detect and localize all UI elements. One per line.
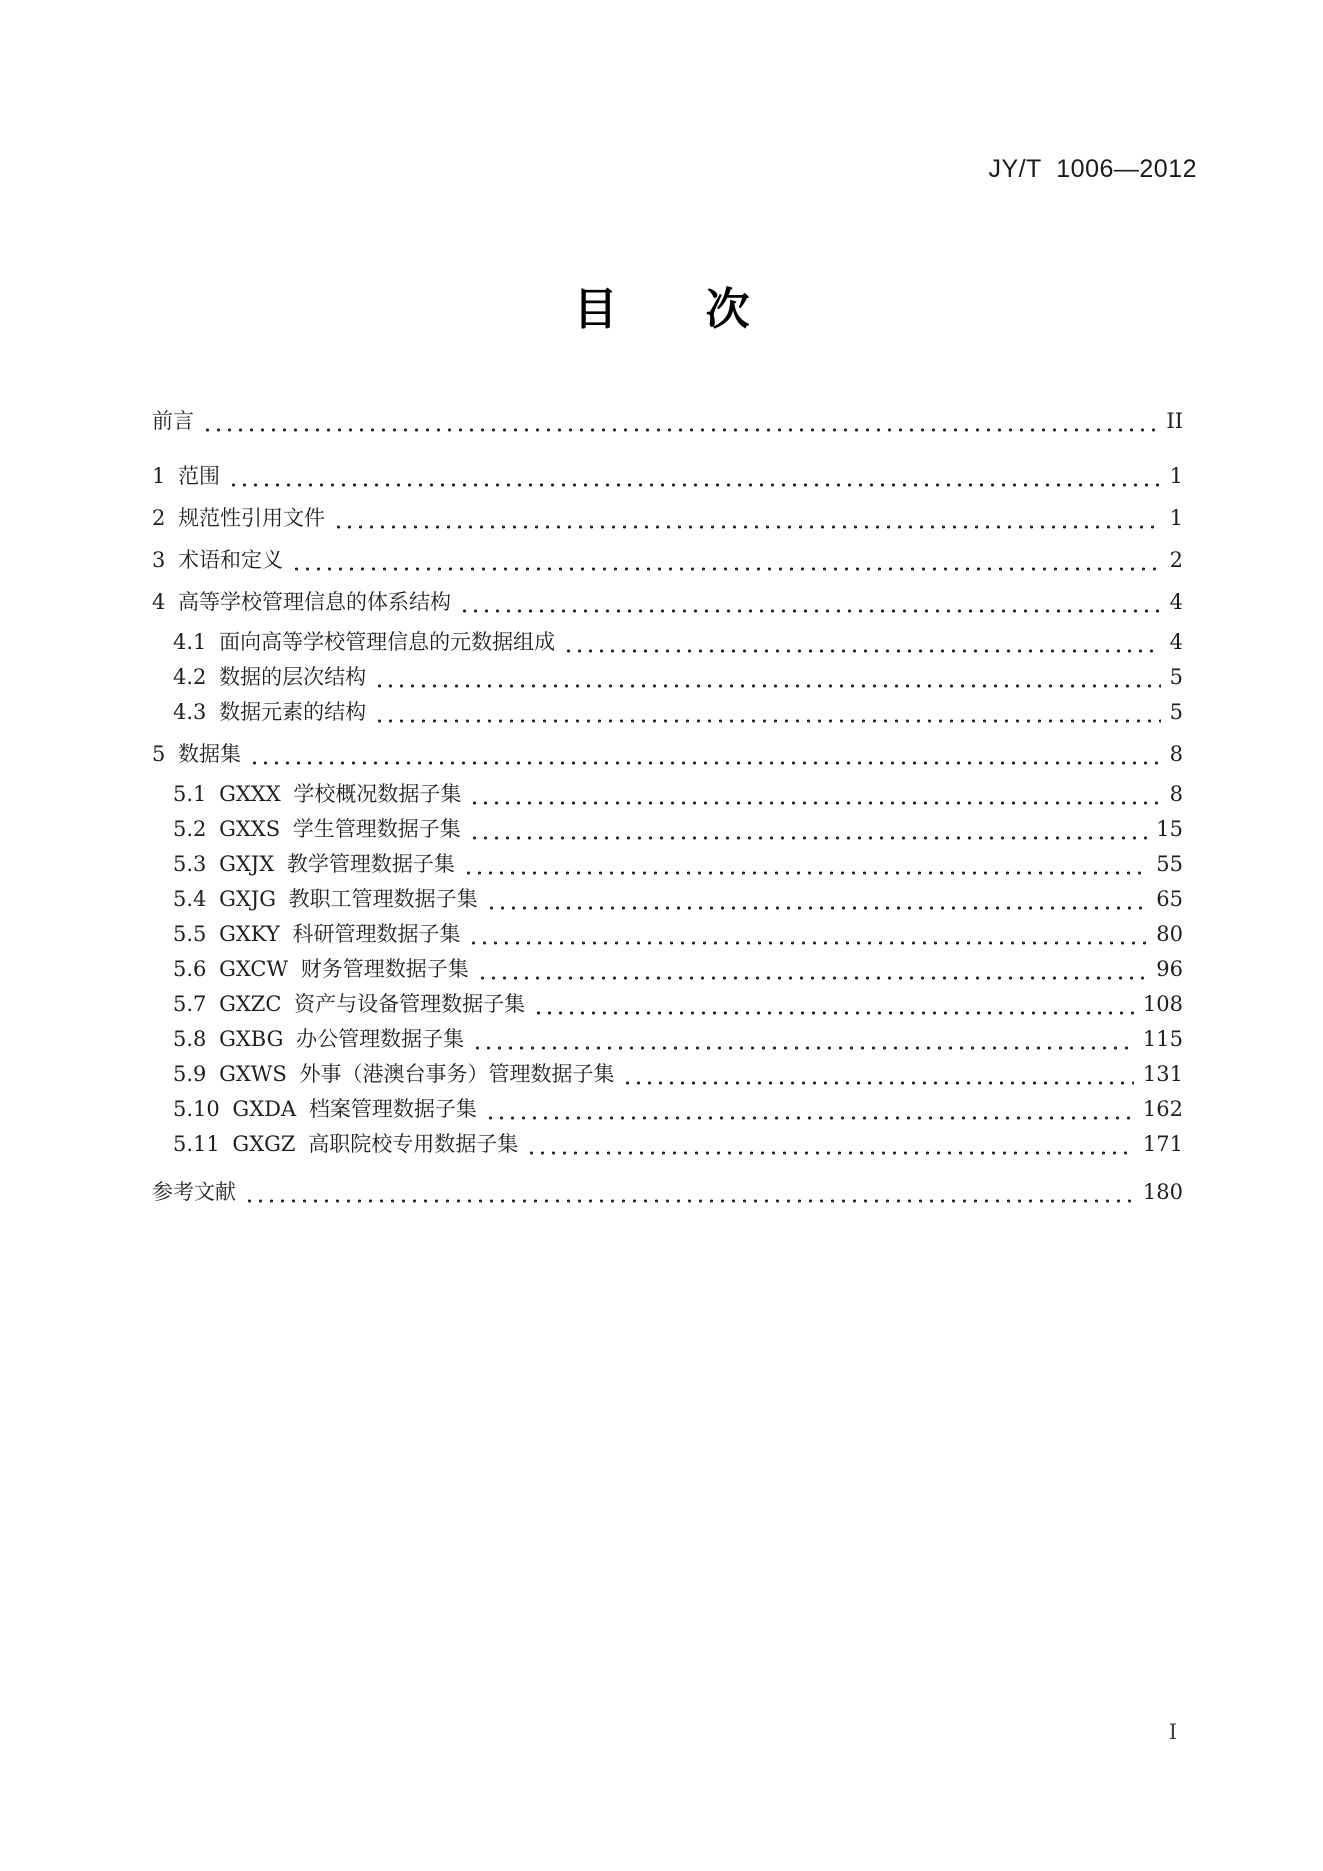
toc-leader-dots — [459, 585, 1161, 620]
toc-leader-dots — [374, 695, 1161, 730]
toc-entry-label: 4.2 数据的层次结构 — [173, 665, 367, 689]
toc-entry-label: 4 高等学校管理信息的体系结构 — [152, 590, 452, 614]
toc-page-number: 2 — [1169, 548, 1183, 572]
toc-page-number: 1 — [1169, 464, 1183, 488]
toc-entry-label: 5.3 GXJX 教学管理数据子集 — [173, 852, 455, 876]
toc-page-number: 80 — [1156, 922, 1183, 946]
toc-entry-label: 参考文献 — [152, 1180, 236, 1204]
toc-entry — [152, 987, 1183, 1022]
toc-entry — [152, 1127, 1183, 1162]
toc-page-number: 8 — [1169, 782, 1183, 806]
toc-entry — [152, 777, 1183, 812]
toc-entry — [152, 1092, 1183, 1127]
toc-leader-dots — [533, 987, 1134, 1022]
toc-page-number: 4 — [1169, 590, 1183, 614]
toc-entry-label: 5.8 GXBG 办公管理数据子集 — [173, 1027, 465, 1051]
toc-entry — [152, 543, 1183, 578]
toc-page-number: 171 — [1142, 1132, 1183, 1156]
toc-page-number: 8 — [1169, 742, 1183, 766]
toc-leader-dots — [477, 952, 1148, 987]
toc-entry — [152, 917, 1183, 952]
toc-page-number: 5 — [1169, 665, 1183, 689]
toc-leader-dots — [333, 501, 1161, 536]
toc-page-number: 4 — [1169, 630, 1183, 654]
toc-leader-dots — [472, 1022, 1134, 1057]
page-number-footer: I — [1168, 1720, 1177, 1744]
toc-page-number: 162 — [1142, 1097, 1183, 1121]
toc-entry-label: 前言 — [152, 409, 194, 433]
toc-entry — [152, 1057, 1183, 1092]
toc-leader-dots — [526, 1127, 1134, 1162]
toc-entry — [152, 459, 1183, 494]
toc-entry-label: 4.1 面向高等学校管理信息的元数据组成 — [173, 630, 556, 654]
toc-page-number: 1 — [1169, 506, 1183, 530]
toc-entry-label: 4.3 数据元素的结构 — [173, 700, 367, 724]
toc-title: 目 次 — [573, 285, 750, 334]
toc-entry-label: 3 术语和定义 — [152, 548, 284, 572]
toc-entry — [152, 847, 1183, 882]
toc-leader-dots — [249, 737, 1161, 772]
toc-entry — [152, 882, 1183, 917]
toc-leader-dots — [469, 812, 1147, 847]
toc-entry-label: 5.11 GXGZ 高职院校专用数据子集 — [173, 1132, 519, 1156]
toc-entry-label: 5.1 GXXX 学校概况数据子集 — [173, 782, 462, 806]
toc-leader-dots — [468, 917, 1147, 952]
toc-entry — [152, 1022, 1183, 1057]
toc-leader-dots — [486, 882, 1148, 917]
toc-page-number: 131 — [1142, 1062, 1183, 1086]
toc-entry — [152, 660, 1183, 695]
toc-entry — [152, 695, 1183, 730]
toc-entry-label: 5.6 GXCW 财务管理数据子集 — [173, 957, 469, 981]
toc-entry — [152, 404, 1183, 439]
toc-entry — [152, 812, 1183, 847]
toc-page-number: 180 — [1142, 1180, 1183, 1204]
toc-leader-dots — [463, 847, 1147, 882]
toc-page-number: 96 — [1156, 957, 1183, 981]
toc-entry — [152, 737, 1183, 772]
toc-entry-label: 5.2 GXXS 学生管理数据子集 — [173, 817, 461, 841]
toc-page-number: II — [1166, 409, 1183, 433]
toc-leader-dots — [228, 459, 1161, 494]
toc-leader-dots — [469, 777, 1160, 812]
toc-entry-label: 5.10 GXDA 档案管理数据子集 — [173, 1097, 477, 1121]
toc-entry-label: 5.9 GXWS 外事（港澳台事务）管理数据子集 — [173, 1062, 615, 1086]
toc-page-number: 55 — [1156, 852, 1183, 876]
toc-page-number: 108 — [1142, 992, 1183, 1016]
toc-entry-label: 2 规范性引用文件 — [152, 506, 326, 530]
toc-page-number: 65 — [1156, 887, 1183, 911]
toc-leader-dots — [374, 660, 1161, 695]
toc-entry-label: 5 数据集 — [152, 742, 242, 766]
toc-entry-label: 5.5 GXKY 科研管理数据子集 — [173, 922, 461, 946]
toc-leader-dots — [622, 1057, 1133, 1092]
toc-leader-dots — [244, 1175, 1134, 1210]
toc-entry — [152, 625, 1183, 660]
toc-page-number: 115 — [1142, 1027, 1183, 1051]
toc-entry-label: 5.7 GXZC 资产与设备管理数据子集 — [173, 992, 526, 1016]
toc-page-number: 15 — [1156, 817, 1183, 841]
table-of-contents — [152, 404, 1183, 1210]
toc-leader-dots — [202, 404, 1157, 439]
toc-entry — [152, 1175, 1183, 1210]
toc-leader-dots — [485, 1092, 1134, 1127]
toc-entry-label: 5.4 GXJG 教职工管理数据子集 — [173, 887, 478, 911]
toc-leader-dots — [563, 625, 1161, 660]
toc-entry — [152, 501, 1183, 536]
toc-entry — [152, 952, 1183, 987]
toc-leader-dots — [291, 543, 1161, 578]
standard-number: JY/T 1006—2012 — [988, 155, 1197, 183]
toc-entry — [152, 585, 1183, 620]
toc-entry-label: 1 范围 — [152, 464, 221, 488]
toc-page-number: 5 — [1169, 700, 1183, 724]
